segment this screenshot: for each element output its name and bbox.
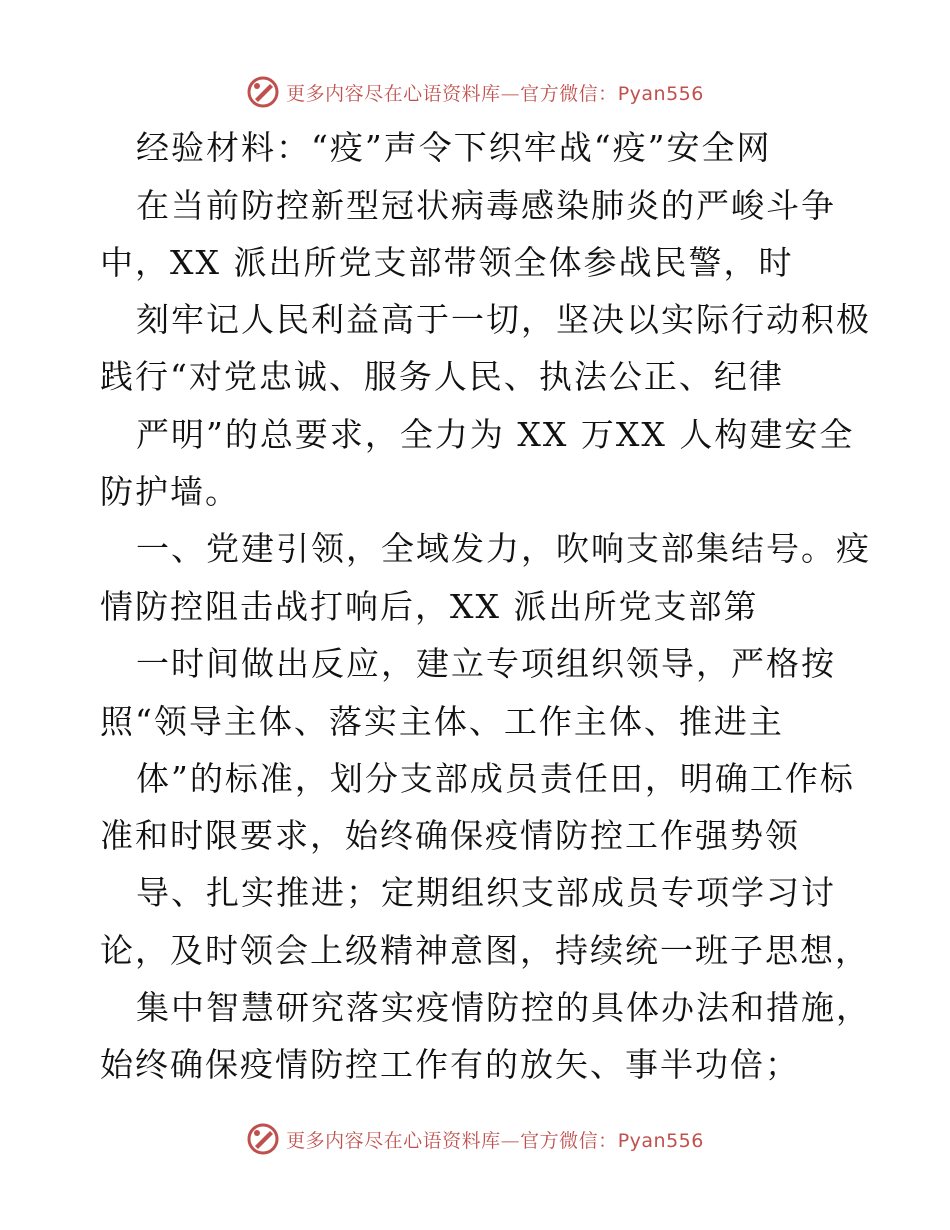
- watermark-contact-label: 官方微信：: [520, 82, 618, 105]
- watermark-separator: —: [500, 82, 521, 105]
- text-line: 准和时限要求，始终确保疫情防控工作强势领: [100, 816, 800, 855]
- text-line: 中，XX 派出所党支部带领全体参战民警，时: [100, 243, 794, 282]
- text-line: 始终确保疫情防控工作有的放矢、事半功倍；: [100, 1045, 800, 1084]
- watermark-text: [286, 1126, 704, 1153]
- document-title: 经验材料：“疫”声令下织牢战“疫”安全网: [136, 128, 772, 167]
- text-line: 在当前防控新型冠状病毒感染肺炎的严峻斗争: [136, 186, 836, 225]
- text-line: 践行“对党忠诚、服务人民、执法公正、纪律: [100, 357, 784, 396]
- text-line: 严明”的总要求，全力为 XX 万XX 人构建安全: [136, 415, 855, 454]
- text-line: 情防控阻击战打响后，XX 派出所党支部第: [100, 587, 759, 626]
- text-line: 一、党建引领，全域发力，吹响支部集结号。疫: [136, 529, 871, 568]
- watermark-separator: —: [500, 1129, 521, 1152]
- footer-watermark: [0, 1117, 950, 1161]
- watermark-brand: 更多内容尽在心语资料库: [286, 82, 501, 105]
- text-line: 导、扎实推进；定期组织支部成员专项学习讨: [136, 873, 836, 912]
- watermark-contact-label: 官方微信：: [520, 1129, 618, 1152]
- text-line: 防护墙。: [100, 472, 240, 511]
- watermark-brand: 更多内容尽在心语资料库: [286, 1129, 501, 1152]
- text-line: 一时间做出反应，建立专项组织领导，严格按: [136, 644, 836, 683]
- text-line: 刻牢记人民利益高于一切，坚决以实际行动积极: [136, 300, 871, 339]
- brand-logo-icon: [246, 1122, 280, 1156]
- watermark-contact-id: Pyan556: [617, 82, 704, 105]
- text-line: 集中智慧研究落实疫情防控的具体办法和措施，: [136, 988, 871, 1027]
- text-line: 照“领导主体、落实主体、工作主体、推进主: [100, 702, 784, 741]
- text-line: 论，及时领会上级精神意图，持续统一班子思想，: [100, 931, 870, 970]
- text-line: 体”的标准，划分支部成员责任田，明确工作标: [136, 759, 855, 798]
- watermark-contact-id: Pyan556: [617, 1129, 704, 1152]
